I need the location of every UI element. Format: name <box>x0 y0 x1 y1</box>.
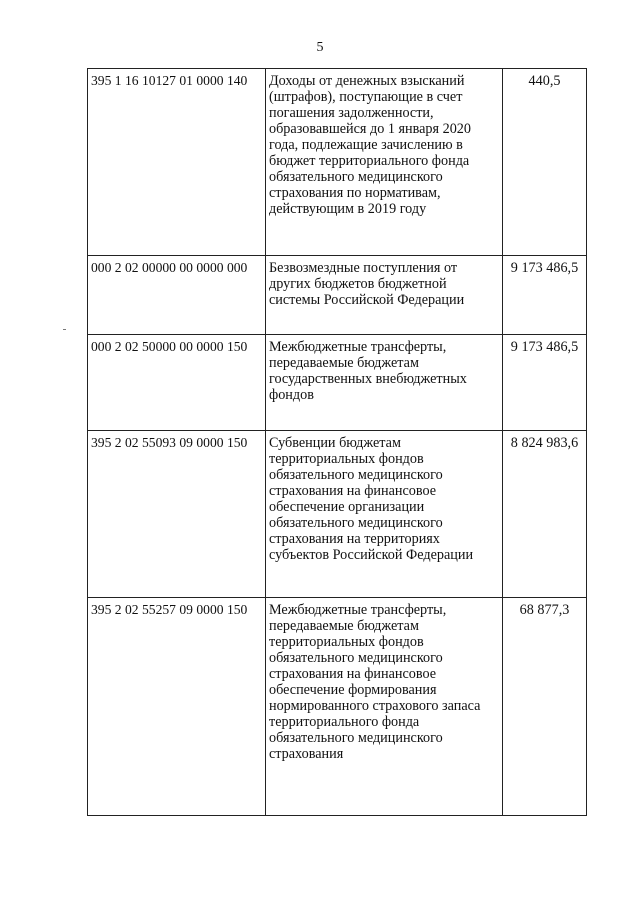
description-line: обязательного медицинского <box>269 650 443 666</box>
description-line: Доходы от денежных взысканий <box>269 73 465 89</box>
description-line: страхования на финансовое <box>269 483 437 499</box>
description-line: Межбюджетные трансферты, <box>269 602 447 618</box>
description-line: Межбюджетные трансферты, <box>269 339 447 355</box>
description-line: фондов <box>269 387 314 403</box>
description-line: субъектов Российской Федерации <box>269 547 474 563</box>
row-code: 395 2 02 55257 09 0000 150 <box>88 598 266 816</box>
description-line: нормированного страхового запаса <box>269 698 481 714</box>
table-row <box>88 598 587 816</box>
row-description <box>266 335 503 431</box>
row-description <box>266 431 503 598</box>
table-row <box>88 431 587 598</box>
row-amount: 68 877,3 <box>503 598 587 816</box>
description-line: страхования на финансовое <box>269 666 437 682</box>
scan-mark <box>63 329 66 330</box>
description-line: обязательного медицинского <box>269 730 443 746</box>
description-line: образовавшейся до 1 января 2020 <box>269 121 471 137</box>
description-line: Субвенции бюджетам <box>269 435 401 451</box>
table-row <box>88 256 587 335</box>
description-line: обеспечение формирования <box>269 682 437 698</box>
row-code: 395 1 16 10127 01 0000 140 <box>88 69 266 256</box>
description-line: обеспечение организации <box>269 499 425 515</box>
row-code: 000 2 02 50000 00 0000 150 <box>88 335 266 431</box>
table-row <box>88 335 587 431</box>
row-description <box>266 69 503 256</box>
description-line: Безвозмездные поступления от <box>269 260 458 276</box>
row-amount: 8 824 983,6 <box>503 431 587 598</box>
description-line: обязательного медицинского <box>269 169 443 185</box>
table-row <box>88 69 587 256</box>
description-line: бюджет территориального фонда <box>269 153 470 169</box>
description-line: обязательного медицинского <box>269 467 443 483</box>
description-line: государственных внебюджетных <box>269 371 467 387</box>
row-description <box>266 598 503 816</box>
row-amount: 440,5 <box>503 69 587 256</box>
description-line: территориальных фондов <box>269 634 424 650</box>
row-amount: 9 173 486,5 <box>503 256 587 335</box>
description-line: других бюджетов бюджетной <box>269 276 447 292</box>
description-line: страхования на территориях <box>269 531 440 547</box>
row-amount: 9 173 486,5 <box>503 335 587 431</box>
description-line: передаваемые бюджетам <box>269 355 419 371</box>
description-line: страхования <box>269 746 344 762</box>
description-line: действующим в 2019 году <box>269 201 427 217</box>
budget-table <box>87 68 587 816</box>
description-line: страхования по нормативам, <box>269 185 441 201</box>
page-number: 5 <box>316 40 324 55</box>
description-line: передаваемые бюджетам <box>269 618 419 634</box>
description-line: территориальных фондов <box>269 451 424 467</box>
description-line: года, подлежащие зачислению в <box>269 137 463 153</box>
description-line: (штрафов), поступающие в счет <box>269 89 463 105</box>
row-code: 000 2 02 00000 00 0000 000 <box>88 256 266 335</box>
description-line: обязательного медицинского <box>269 515 443 531</box>
description-line: системы Российской Федерации <box>269 292 465 308</box>
row-description <box>266 256 503 335</box>
description-line: погашения задолженности, <box>269 105 434 121</box>
row-code: 395 2 02 55093 09 0000 150 <box>88 431 266 598</box>
description-line: территориального фонда <box>269 714 420 730</box>
